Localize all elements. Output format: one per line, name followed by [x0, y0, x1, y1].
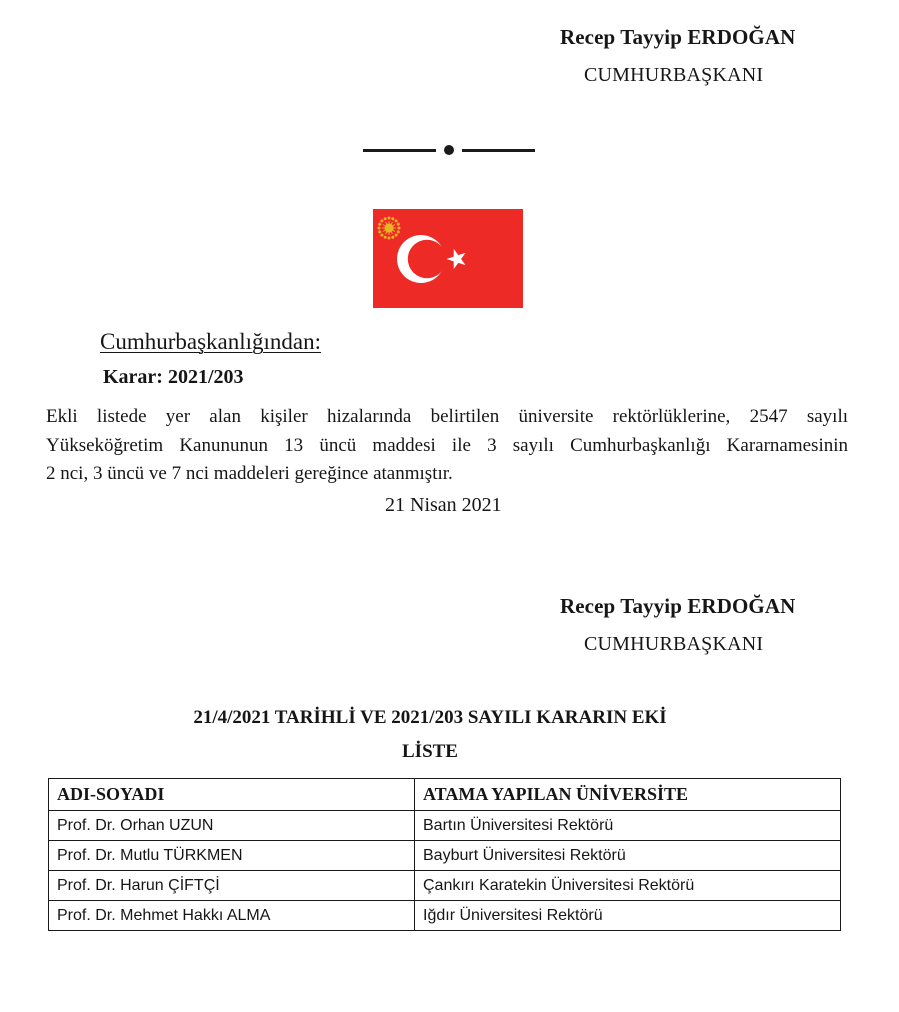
cell-person-name: Prof. Dr. Mutlu TÜRKMEN [49, 841, 415, 871]
annex-subtitle: LİSTE [402, 741, 458, 762]
table-row [49, 901, 841, 931]
cell-person-name: Prof. Dr. Mehmet Hakkı ALMA [49, 901, 415, 931]
table-row [49, 811, 841, 841]
turkish-flag-icon [373, 209, 523, 308]
decision-date: 21 Nisan 2021 [385, 494, 502, 516]
cell-university: Iğdır Üniversitesi Rektörü [415, 901, 841, 931]
body-text-line: Yükseköğretim Kanununun 13 üncü maddesi ile 3 sayılı Cumhurbaşkanlığı Kararnamesinin [46, 435, 848, 456]
cell-person-name: Prof. Dr. Orhan UZUN [49, 811, 415, 841]
cell-university: Bartın Üniversitesi Rektörü [415, 811, 841, 841]
separator-line-left [363, 149, 436, 152]
table-row [49, 841, 841, 871]
cell-university: Bayburt Üniversitesi Rektörü [415, 841, 841, 871]
table-header-row [49, 779, 841, 811]
appointment-table [48, 778, 841, 931]
decision-number: Karar: 2021/203 [103, 366, 244, 388]
issuer-heading: Cumhurbaşkanlığından: [100, 329, 322, 354]
cell-person-name: Prof. Dr. Harun ÇİFTÇİ [49, 871, 415, 901]
bottom-signer-name: Recep Tayyip ERDOĞAN [560, 594, 796, 618]
top-signer-title: CUMHURBAŞKANI [584, 64, 764, 86]
top-signer-name: Recep Tayyip ERDOĞAN [560, 25, 796, 49]
table-row [49, 871, 841, 901]
annex-title: 21/4/2021 TARİHLİ VE 2021/203 SAYILI KARARIN EKİ [193, 707, 667, 728]
separator-dot-icon [444, 145, 454, 155]
column-header-university: ATAMA YAPILAN ÜNİVERSİTE [415, 779, 841, 811]
separator-line-right [462, 149, 535, 152]
body-text-line: 2 nci, 3 üncü ve 7 nci maddeleri gereğince atanmıştır. [46, 463, 453, 484]
cell-university: Çankırı Karatekin Üniversitesi Rektörü [415, 871, 841, 901]
column-header-name: ADI-SOYADI [49, 779, 415, 811]
bottom-signer-title: CUMHURBAŞKANI [584, 633, 764, 655]
body-text-line: Ekli listede yer alan kişiler hizalarında belirtilen üniversite rektörlüklerine, 2547 sayılı [46, 406, 848, 427]
